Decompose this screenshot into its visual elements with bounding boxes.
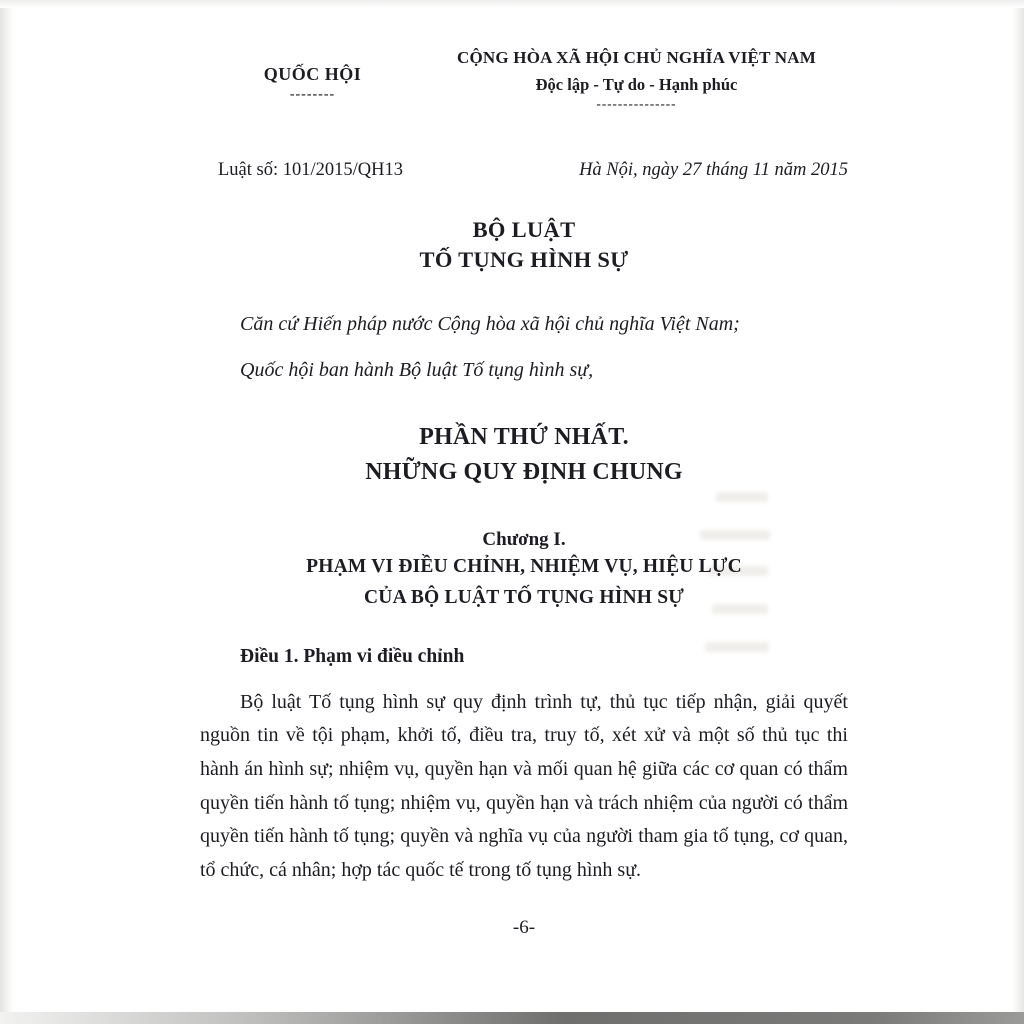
document-page [200, 48, 848, 939]
chapter-heading [200, 529, 848, 612]
national-motto-line2: Độc lập - Tự do - Hạnh phúc [535, 75, 738, 94]
motto-block [425, 48, 848, 112]
issuer-name: QUỐC HỘI [263, 64, 362, 84]
chapter-number: Chương I. [482, 529, 566, 551]
scan-edge-right [1012, 0, 1024, 1024]
document-title-line2: TỐ TỤNG HÌNH SỰ [419, 247, 629, 273]
part-heading-line2: NHỮNG QUY ĐỊNH CHUNG [365, 458, 683, 485]
chapter-name-line2: CỦA BỘ LUẬT TỐ TỤNG HÌNH SỰ [364, 586, 684, 608]
motto-divider: --------------- [596, 96, 677, 111]
place-and-date: Hà Nội, ngày 27 tháng 11 năm 2015 [579, 160, 848, 180]
national-motto-line1: CỘNG HÒA XÃ HỘI CHỦ NGHĨA VIỆT NAM [457, 48, 816, 67]
scan-edge-top [0, 0, 1024, 8]
document-title-line1: BỘ LUẬT [472, 217, 576, 242]
issuer-block [200, 48, 425, 103]
national-header [200, 48, 848, 112]
preamble-paragraph-2: Quốc hội ban hành Bộ luật Tố tụng hình sự, [240, 358, 594, 381]
part-heading-line1: PHẦN THỨ NHẤT. [419, 423, 629, 450]
article-1-heading: Điều 1. Phạm vi điều chỉnh [240, 645, 465, 667]
article-1-body: Bộ luật Tố tụng hình sự quy định trình tự, thủ tục tiếp nhận, giải quyết nguồn tin về tội phạm, khởi tố, điều tra, truy tố, xét xử và một số thủ tục thi hành án hình sự; nhiệm vụ, quyền hạn và mối quan hệ giữa các cơ quan có thẩm quyền tiến hành tố tụng; nhiệm vụ, quyền hạn và trách nhiệm của người có thẩm quyền tiến hành tố tụng; quyền và nghĩa vụ của người tham gia tố tụng, cơ quan, tổ chức, cá nhân; hợp tác quốc tế trong tố tụng hình sự. [200, 690, 848, 881]
document-title [200, 215, 848, 276]
meta-row [200, 160, 848, 181]
law-number: Luật số: 101/2015/QH13 [218, 160, 403, 180]
page-number: -6- [512, 917, 536, 939]
chapter-name-line1: PHẠM VI ĐIỀU CHỈNH, NHIỆM VỤ, HIỆU LỰC [306, 556, 742, 578]
issuer-divider: -------- [289, 87, 336, 102]
part-heading [200, 420, 848, 490]
scan-edge-left [0, 0, 14, 1024]
preamble [200, 308, 848, 386]
preamble-paragraph-1: Căn cứ Hiến pháp nước Cộng hòa xã hội chủ nghĩa Việt Nam; [240, 312, 740, 335]
scan-bottom-bar [0, 1012, 1024, 1024]
